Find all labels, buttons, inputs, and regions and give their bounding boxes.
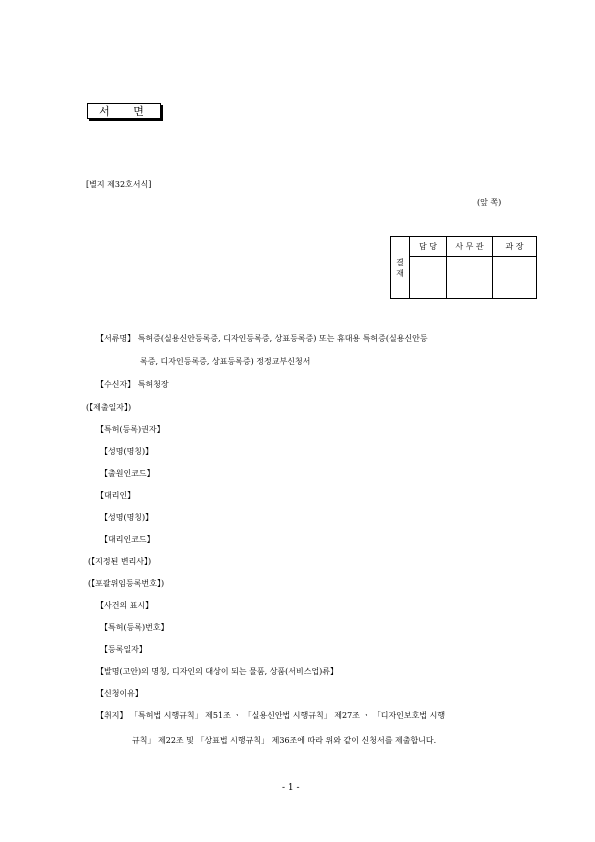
approval-col-director: 과 장 — [493, 237, 537, 257]
field-purpose-cont: 규칙」 제22조 및 「상표법 시행규칙」 제36조에 따라 위와 같이 신청서를 제출합니다. — [132, 736, 437, 745]
field-power-of-attorney-no: (【포괄위임등록번호】) — [88, 579, 165, 588]
form-number: [별지 제32호서식] — [86, 180, 152, 189]
field-registration-no: 【특허(등록)번호】 — [100, 623, 169, 632]
field-document-name-cont: 록증, 디자인등록증, 상표등록증) 정정교부신청서 — [140, 357, 311, 366]
approval-sign-officer — [447, 256, 493, 298]
approval-sign-staff — [410, 256, 447, 298]
field-applicant-code: 【출원인코드】 — [100, 469, 155, 478]
approval-table — [390, 236, 537, 299]
field-submit-date: (【제출일자】) — [86, 403, 132, 412]
field-designated-attorney: (【지정된 변리사】) — [88, 557, 152, 566]
field-agent: 【대리인】 — [96, 491, 136, 500]
field-purpose: 【취지】 「특허법 시행규칙」 제51조 ㆍ 「실용신안법 시행규칙」 제27조 ㆍ 「디자인보호법 시행 — [96, 711, 446, 720]
page-number: - 1 - — [282, 783, 300, 793]
side-label: (앞 쪽) — [477, 198, 502, 207]
field-agent-name: 【성명(명칭)】 — [100, 513, 154, 522]
field-invention-title: 【발명(고안)의 명칭, 디자인의 대상이 되는 물품, 상품(서비스업)류】 — [96, 667, 339, 676]
approval-label: 결 재 — [391, 237, 410, 299]
field-patent-holder: 【특허(등록)권자】 — [96, 425, 165, 434]
approval-col-staff: 담 당 — [410, 237, 447, 257]
document-title: 서 면 — [87, 103, 161, 119]
field-reason: 【신청이유】 — [96, 689, 143, 698]
field-agent-code: 【대리인코드】 — [100, 535, 155, 544]
field-registration-date: 【등록일자】 — [100, 645, 147, 654]
field-recipient: 【수신자】 특허청장 — [96, 380, 169, 389]
approval-sign-director — [493, 256, 537, 298]
field-document-name: 【서류명】 특허증(실용신안등록증, 디자인등록증, 상표등록증) 또는 휴대용 특허증(실용신안등 — [96, 334, 428, 343]
field-case-indication: 【사건의 표시】 — [96, 601, 154, 610]
approval-col-officer: 사 무 관 — [447, 237, 493, 257]
field-holder-name: 【성명(명칭)】 — [100, 447, 154, 456]
